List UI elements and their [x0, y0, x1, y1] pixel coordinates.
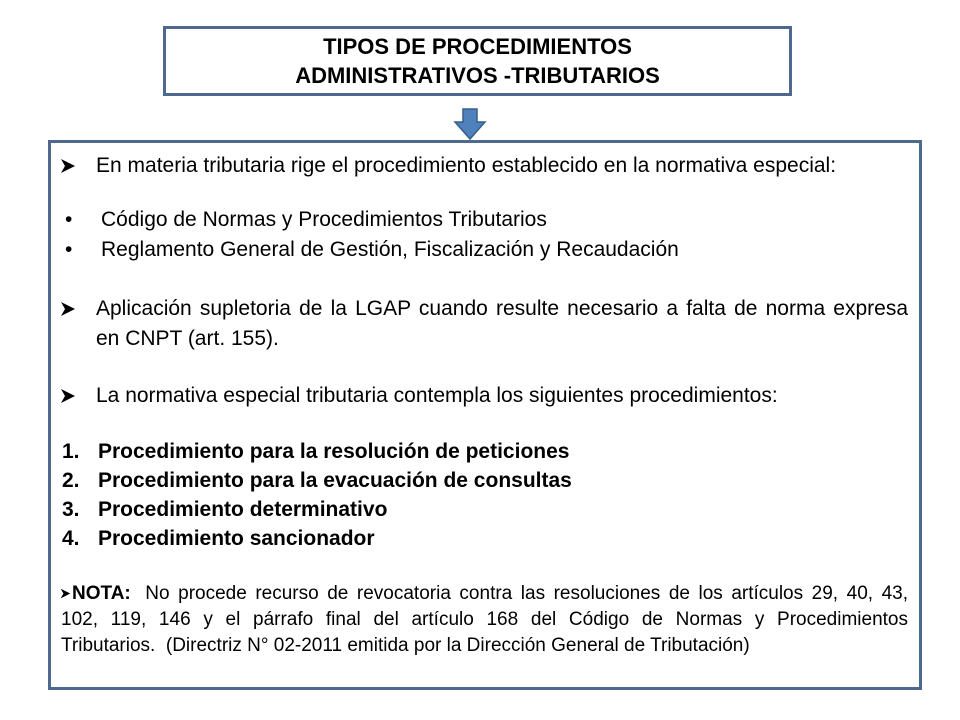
procedures-intro-text: La normativa especial tributaria contempla los siguientes procedimientos:	[96, 384, 778, 407]
norm-item	[60, 205, 908, 235]
procedure-item	[60, 437, 908, 467]
bullet-spacer	[60, 324, 96, 354]
note-label: NOTA:	[72, 583, 131, 604]
procedures-intro-item	[60, 381, 908, 411]
title-box	[163, 26, 792, 96]
note-line-1	[60, 581, 908, 607]
procedure-item	[60, 495, 908, 525]
note-text-line-1: No procede recurso de revocatoria contra las resoluciones de los artículos 29, 40, 43,	[145, 583, 908, 604]
supplementary-text-line-2: en CNPT (art. 155).	[96, 327, 279, 350]
procedure-number: 3.	[62, 498, 80, 521]
procedure-label: Procedimiento para la resolución de peticiones	[98, 440, 570, 463]
note-line-3: Tributarios. (Directriz N° 02-2011 emitida por la Dirección General de Tributación)	[61, 635, 750, 656]
supplementary-item-continued	[60, 324, 908, 354]
procedure-label: Procedimiento para la evacuación de consultas	[98, 469, 572, 492]
bullet-marker	[60, 294, 96, 324]
arrowhead-bullet-icon	[60, 388, 76, 404]
bullet-marker	[60, 151, 96, 181]
procedure-item	[60, 466, 908, 496]
supplementary-item	[60, 294, 908, 324]
title-line-1: TIPOS DE PROCEDIMIENTOS	[323, 34, 632, 59]
norm-item	[60, 235, 908, 265]
note-line-2: 102, 119, 146 y el párrafo final del artículo 168 del Código de Normas y Procedimientos	[61, 609, 908, 630]
intro-item	[60, 151, 908, 181]
intro-text: En materia tributaria rige el procedimiento establecido en la normativa especial:	[96, 154, 837, 177]
norm-text: Reglamento General de Gestión, Fiscalización y Recaudación	[101, 238, 679, 261]
arrowhead-bullet-icon	[60, 588, 71, 599]
procedure-number: 4.	[62, 527, 80, 550]
procedure-number: 1.	[62, 440, 80, 463]
content-box	[48, 140, 922, 690]
supplementary-text-line-1: Aplicación supletoria de la LGAP cuando resulte necesario a falta de norma expresa	[96, 297, 908, 320]
bullet-marker	[60, 381, 96, 411]
bullet-dot: •	[65, 208, 73, 231]
arrowhead-bullet-icon	[60, 158, 76, 174]
norm-text: Código de Normas y Procedimientos Tributarios	[101, 208, 547, 231]
bullet-dot: •	[65, 238, 73, 261]
title-line-2: ADMINISTRATIVOS -TRIBUTARIOS	[295, 63, 660, 88]
arrowhead-bullet-icon	[60, 301, 76, 317]
down-arrow-icon	[453, 108, 487, 140]
procedure-label: Procedimiento sancionador	[98, 527, 375, 550]
procedure-item	[60, 524, 908, 554]
procedure-number: 2.	[62, 469, 80, 492]
procedure-label: Procedimiento determinativo	[98, 498, 388, 521]
